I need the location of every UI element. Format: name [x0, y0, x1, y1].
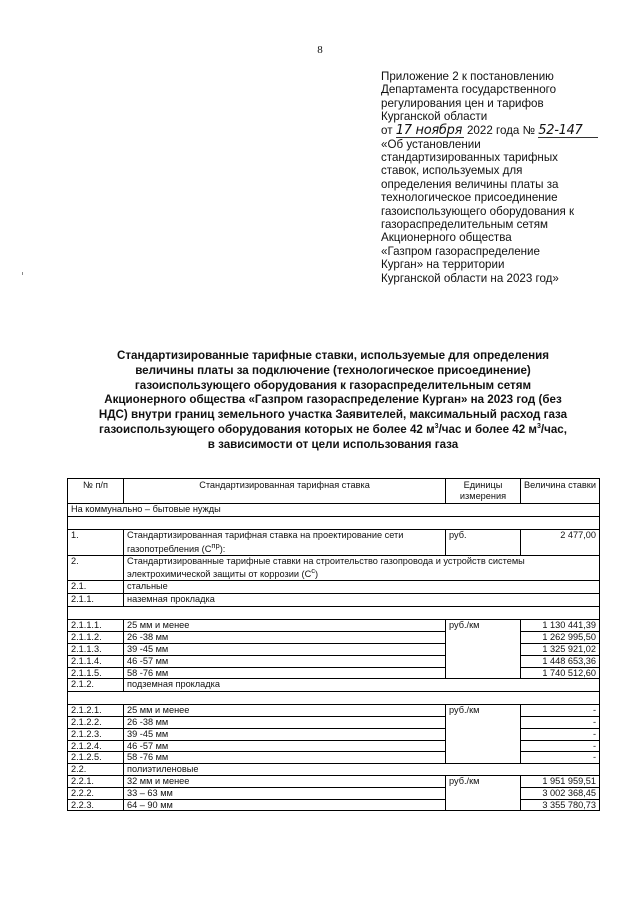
handwritten-number: 52-147 — [538, 125, 598, 138]
row-value: - — [521, 717, 600, 729]
row-num: 2.1.1.4. — [68, 655, 124, 667]
title-line: НДС) внутри границ земельного участка Заявителей, максимальный расход газа — [98, 408, 568, 422]
row-text: 58 -76 мм — [124, 752, 446, 764]
group-unit: руб./км — [446, 776, 521, 811]
row-value: 1 262 995,50 — [521, 632, 600, 644]
row-text: подземная прокладка — [124, 679, 600, 692]
row-num: 2.1.2. — [68, 679, 124, 692]
page-number: 8 — [317, 44, 323, 56]
appendix-header — [381, 70, 626, 285]
row-text: наземная прокладка — [124, 594, 600, 607]
appendix-subject-line: технологическое присоединение — [381, 191, 558, 205]
row-num: 2.2.2. — [68, 787, 124, 799]
title-fragment: /час, — [540, 422, 567, 436]
appendix-date-line — [381, 124, 626, 138]
table-row — [68, 643, 600, 655]
row-text: 25 мм и менее — [124, 620, 446, 632]
row-num: 2.1.1. — [68, 594, 124, 607]
table-row — [68, 667, 600, 679]
header-value: Величина ставки — [521, 479, 600, 504]
table-row — [68, 679, 600, 692]
table-row — [68, 555, 600, 581]
title-line: величины платы за подключение (технологическое присоединение) — [135, 363, 531, 377]
date-middle: 2022 года № — [466, 123, 536, 137]
title-fragment: /час и более 42 м — [438, 422, 537, 436]
row-text-fragment: Стандартизированные тарифные ставки на строительство газопровода и устройств системы электрохимической защиты от коррозии (С — [127, 555, 525, 580]
spacer-cell — [68, 692, 600, 705]
table-row — [68, 594, 600, 607]
row-text: 39 -45 мм — [124, 643, 446, 655]
tariff-table — [67, 478, 600, 811]
table-row — [68, 581, 600, 594]
row-value: 1 325 921,02 — [521, 643, 600, 655]
row-text: 33 – 63 мм — [124, 787, 446, 799]
superscript: 3 — [536, 423, 541, 431]
row-value: 1 448 653,36 — [521, 655, 600, 667]
row-text: 39 -45 мм — [124, 728, 446, 740]
appendix-subject-line: «Газпром газораспределение — [381, 244, 540, 258]
table-row — [68, 620, 600, 632]
row-text: 32 мм и менее — [124, 776, 446, 788]
table-row — [68, 764, 600, 776]
appendix-line: Департамента государственного — [381, 83, 557, 97]
row-value: 3 355 780,73 — [521, 799, 600, 811]
row-text: 64 – 90 мм — [124, 799, 446, 811]
appendix-line: регулирования цен и тарифов — [381, 96, 544, 110]
table-row — [68, 728, 600, 740]
row-value: 1 740 512,60 — [521, 667, 600, 679]
row-num: 2.1.1.2. — [68, 632, 124, 644]
row-num: 2.1.1.5. — [68, 667, 124, 679]
row-num: 2.2.3. — [68, 799, 124, 811]
document-title — [66, 349, 600, 453]
table-row — [68, 752, 600, 764]
row-num: 2.1.1.1. — [68, 620, 124, 632]
superscript: 3 — [434, 423, 439, 431]
row-num: 2. — [68, 555, 124, 581]
table-row — [68, 717, 600, 729]
row-text: полиэтиленовые — [124, 764, 600, 776]
title-line: в зависимости от цели использования газа — [207, 437, 459, 451]
appendix-subject-line: газоиспользующего оборудования к — [381, 204, 575, 218]
appendix-subject-line: стандартизированных тарифных — [381, 151, 558, 165]
row-num: 2.1. — [68, 581, 124, 594]
table-row — [68, 655, 600, 667]
margin-mark — [22, 272, 23, 275]
row-num: 2.1.1.3. — [68, 643, 124, 655]
appendix-subject-line: газораспределительным сетям — [381, 218, 548, 232]
appendix-line: Приложение 2 к постановлению — [381, 70, 554, 83]
row-value: 3 002 368,45 — [521, 787, 600, 799]
table-row — [68, 740, 600, 752]
row-num: 2.2. — [68, 764, 124, 776]
title-line: Акционерного общества «Газпром газораспределение Курган» на 2023 год (без — [104, 393, 562, 407]
appendix-subject-line: Курганской области на 2023 год» — [381, 271, 559, 285]
superscript: с — [311, 566, 316, 576]
row-text-fragment: ) — [315, 569, 319, 580]
appendix-subject-line: Акционерного общества — [381, 231, 512, 245]
row-num: 2.1.2.3. — [68, 728, 124, 740]
row-value: - — [521, 728, 600, 740]
appendix-subject-line: «Об установлении — [381, 137, 481, 151]
table-header-row — [68, 479, 600, 504]
group-unit: руб./км — [446, 705, 521, 764]
row-text-fragment: Стандартизированная тарифная ставка на проектирование сети газопотребления (С — [127, 530, 404, 554]
superscript: пр — [211, 540, 220, 550]
row-num: 2.2.1. — [68, 776, 124, 788]
row-num: 2.1.2.2. — [68, 717, 124, 729]
row-text — [124, 530, 446, 556]
title-line: Стандартизированные тарифные ставки, используемые для определения — [117, 349, 549, 362]
handwritten-date: 17 ноября — [395, 122, 463, 138]
row-text-fragment: ): — [219, 543, 226, 554]
table-row — [68, 787, 600, 799]
section-label: На коммунально – бытовые нужды — [68, 504, 600, 517]
row-text: 26 -38 мм — [124, 632, 446, 644]
spacer-row — [68, 517, 600, 530]
row-num: 2.1.2.1. — [68, 705, 124, 717]
appendix-subject-line: ставок, используемых для — [381, 164, 523, 178]
table-row — [68, 705, 600, 717]
spacer-row — [68, 607, 600, 620]
row-text: стальные — [124, 581, 600, 594]
row-text: 58 -76 мм — [124, 667, 446, 679]
spacer-cell — [68, 517, 600, 530]
date-prefix: от — [381, 123, 393, 137]
row-unit: руб. — [446, 530, 521, 556]
table-row — [68, 776, 600, 788]
table-row — [68, 632, 600, 644]
row-value: - — [521, 740, 600, 752]
row-value: 1 130 441,39 — [521, 620, 600, 632]
header-rate: Стандартизированная тарифная ставка — [124, 479, 446, 504]
row-text — [124, 555, 600, 581]
spacer-row — [68, 692, 600, 705]
appendix-subject-line: определения величины платы за — [381, 177, 559, 191]
group-unit: руб./км — [446, 620, 521, 679]
title-line — [66, 423, 600, 438]
row-text: 26 -38 мм — [124, 717, 446, 729]
row-value: 2 477,00 — [521, 530, 600, 556]
section-row — [68, 504, 600, 517]
row-num: 1. — [68, 530, 124, 556]
spacer-cell — [68, 607, 600, 620]
title-line: газоиспользующего оборудования к газораспределительным сетям — [134, 378, 532, 392]
row-text: 46 -57 мм — [124, 655, 446, 667]
appendix-subject-line: Курган» на территории — [381, 258, 505, 272]
title-fragment: газоиспользующего оборудования которых не более 42 м — [99, 422, 435, 436]
row-value: - — [521, 752, 600, 764]
row-value: - — [521, 705, 600, 717]
row-num: 2.1.2.4. — [68, 740, 124, 752]
table-row — [68, 530, 600, 556]
header-unit: Единицы измерения — [446, 479, 521, 504]
row-num: 2.1.2.5. — [68, 752, 124, 764]
table-row — [68, 799, 600, 811]
row-text: 25 мм и менее — [124, 705, 446, 717]
row-value: 1 951 959,51 — [521, 776, 600, 788]
header-num: № п/п — [68, 479, 124, 504]
row-text: 46 -57 мм — [124, 740, 446, 752]
appendix-line: Курганской области — [381, 110, 488, 124]
